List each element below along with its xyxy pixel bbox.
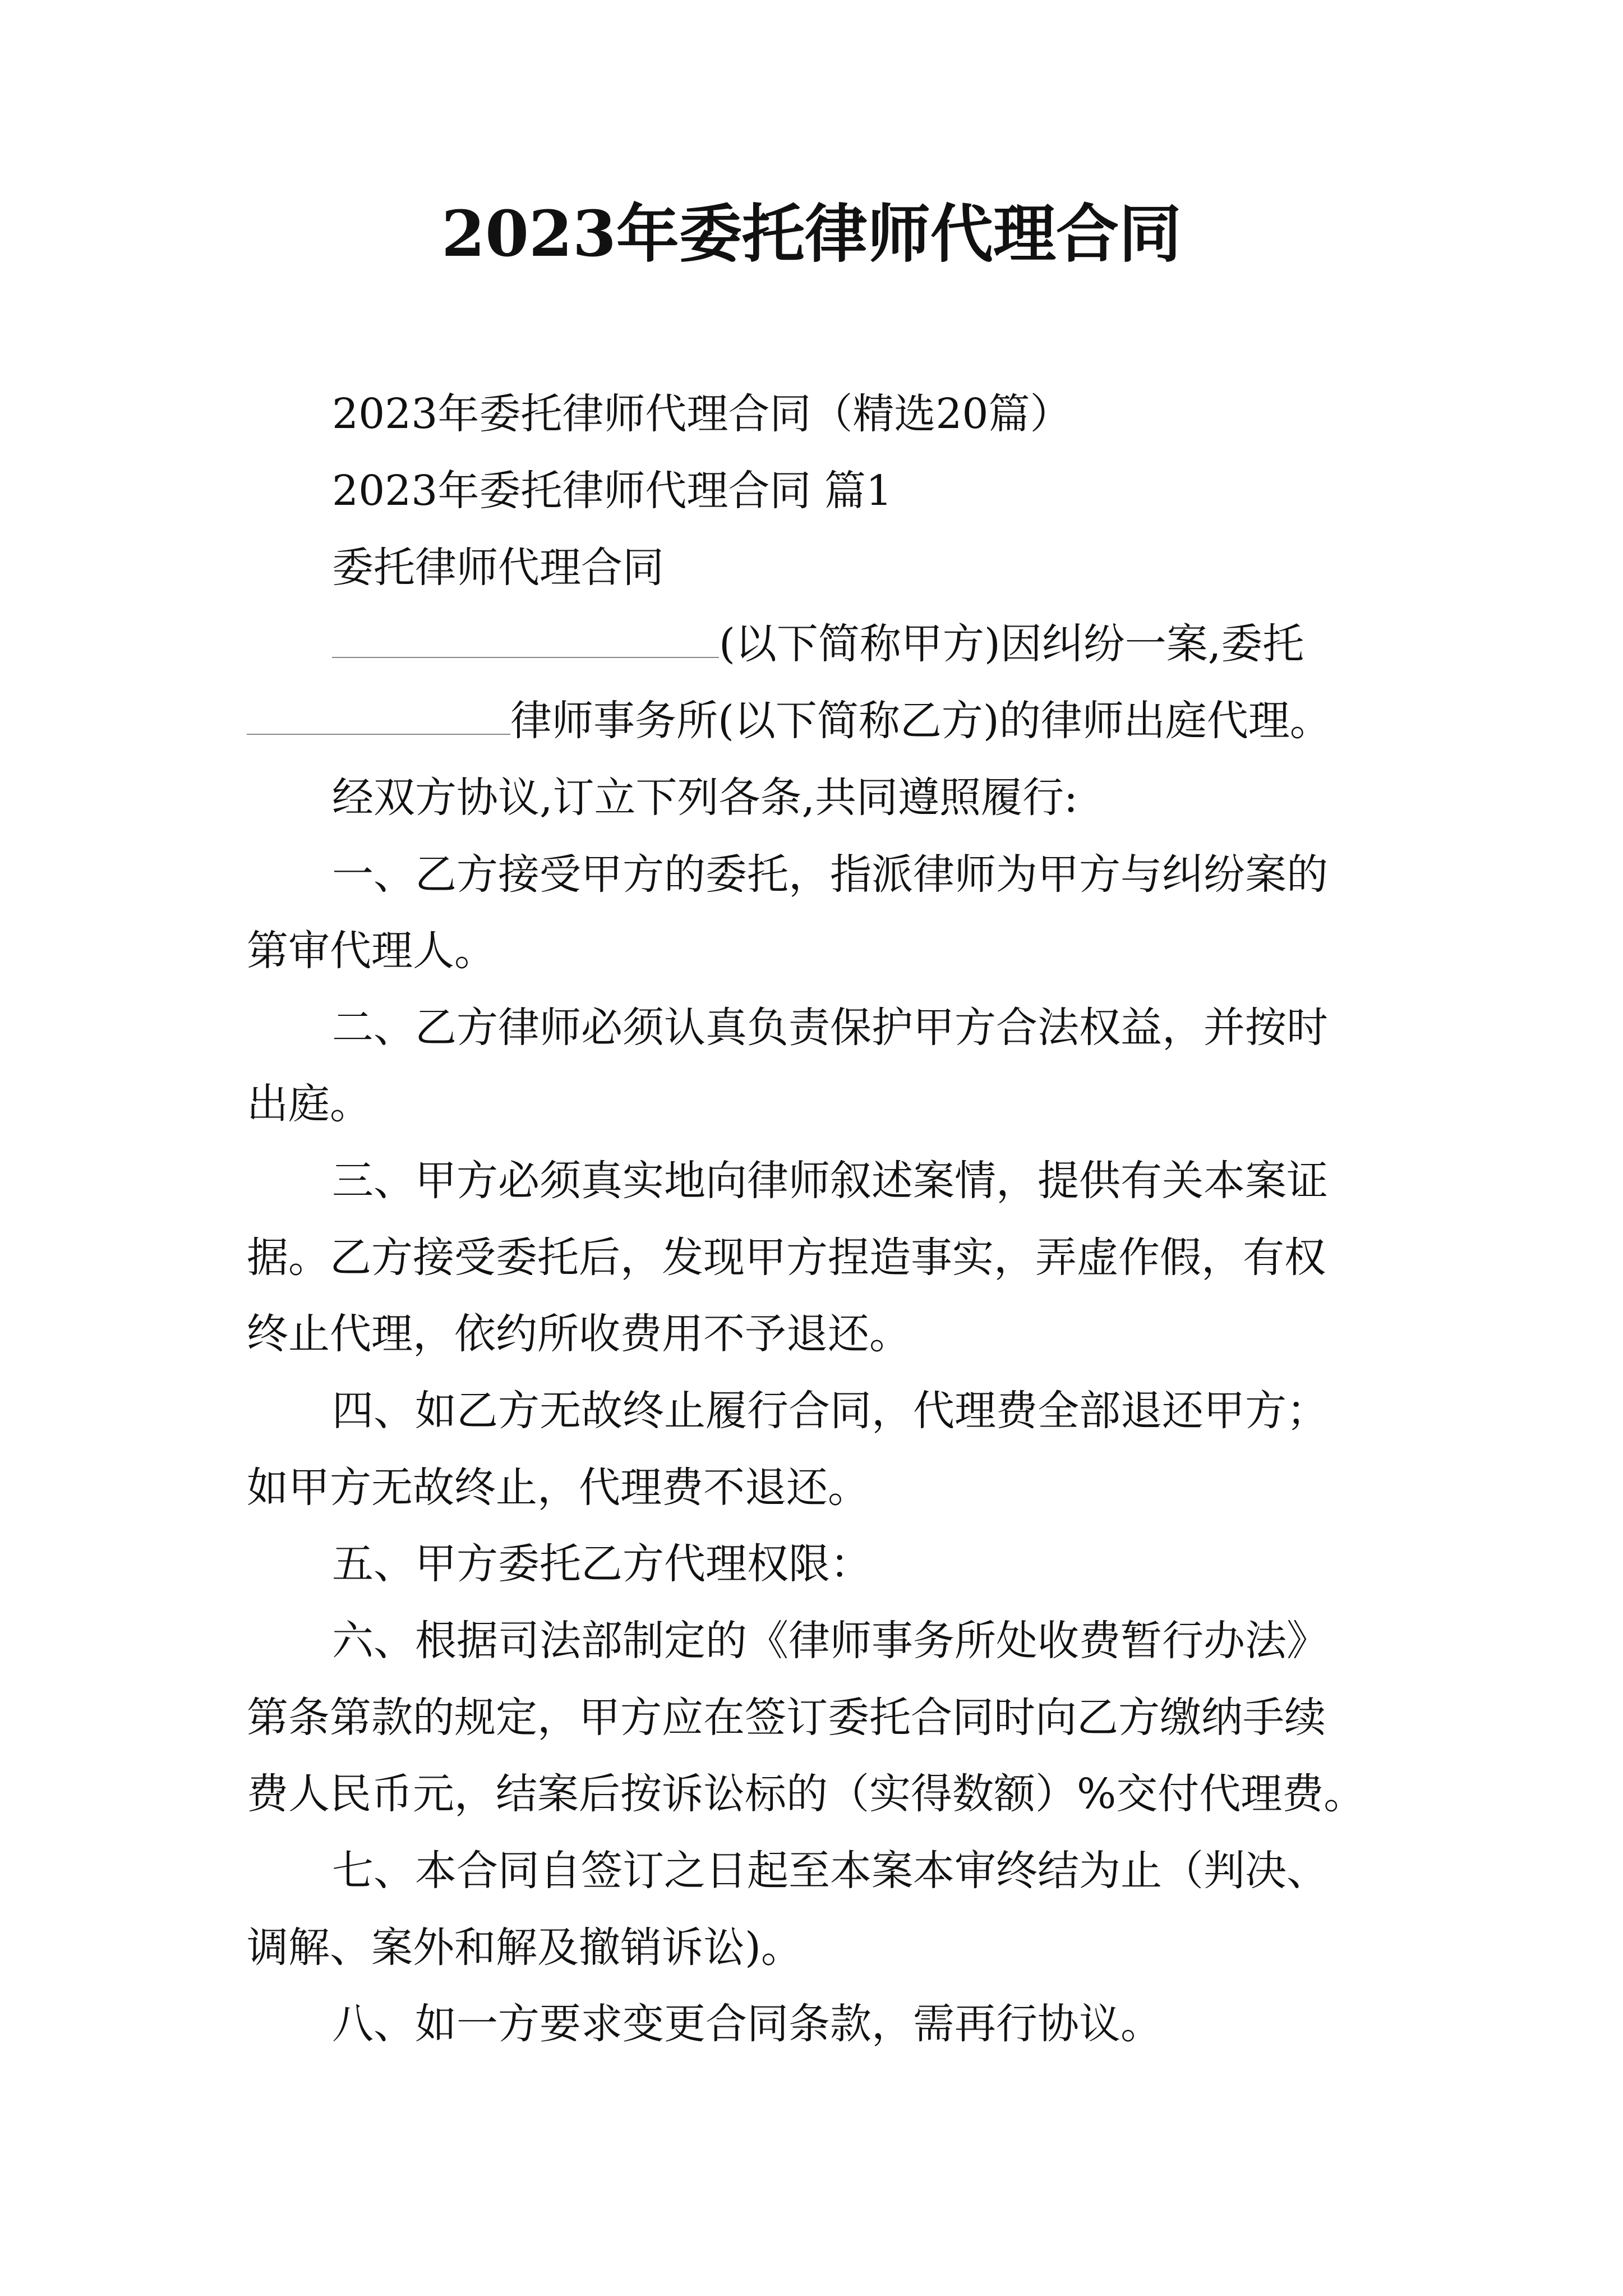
clause-7-line-1: 七、本合同自签订之日起至本案本审终结为止（判决、 [332, 1847, 1328, 1895]
intro-line-3: 经双方协议,订立下列各条,共同遵照履行: [332, 774, 1078, 822]
part-subtitle: 2023年委托律师代理合同 篇1 [332, 467, 892, 515]
intro-line-1 [332, 616, 1304, 672]
clause-6-line-2: 第条第款的规定，甲方应在签订委托合同时向乙方缴纳手续 [247, 1694, 1326, 1742]
clause-4-line-2: 如甲方无故终止，代理费不退还。 [247, 1464, 869, 1512]
clause-6-line-3: 费人民币元，结案后按诉讼标的（实得数额）%交付代理费。 [247, 1770, 1366, 1818]
client-name-blank [332, 620, 719, 658]
law-firm-name-blank [247, 697, 510, 735]
clause-5-line-1: 五、甲方委托乙方代理权限： [332, 1540, 872, 1588]
clause-3-line-1: 三、甲方必须真实地向律师叙述案情，提供有关本案证 [332, 1157, 1328, 1205]
clause-6-line-1: 六、根据司法部制定的《律师事务所处收费暂行办法》 [332, 1617, 1328, 1665]
intro-line-2-text: 律师事务所(以下简称乙方)的律师出庭代理。 [510, 697, 1331, 745]
clause-1-line-1: 一、乙方接受甲方的委托，指派律师为甲方与纠纷案的 [332, 850, 1328, 899]
intro-line-1-text: (以下简称甲方)因纠纷一案,委托 [719, 620, 1304, 668]
clause-8-line-1: 八、如一方要求变更合同条款，需再行协议。 [332, 2000, 1162, 2048]
contract-heading: 委托律师代理合同 [332, 544, 664, 592]
clause-7-line-2: 调解、案外和解及撤销诉讼)。 [247, 1924, 803, 1972]
collection-subtitle: 2023年委托律师代理合同（精选20篇） [332, 390, 1072, 438]
clause-1-line-2: 第审代理人。 [247, 927, 496, 975]
clause-4-line-1: 四、如乙方无故终止履行合同，代理费全部退还甲方； [332, 1387, 1328, 1435]
clause-2-line-1: 二、乙方律师必须认真负责保护甲方合法权益，并按时 [332, 1004, 1328, 1052]
clause-3-line-2: 据。乙方接受委托后，发现甲方捏造事实，弄虚作假，有权 [247, 1234, 1326, 1282]
intro-line-2 [247, 693, 1331, 749]
clause-2-line-2: 出庭。 [247, 1080, 371, 1128]
clause-3-line-3: 终止代理，依约所收费用不予退还。 [247, 1310, 911, 1358]
document-title: 2023年委托律师代理合同 [441, 197, 1182, 271]
